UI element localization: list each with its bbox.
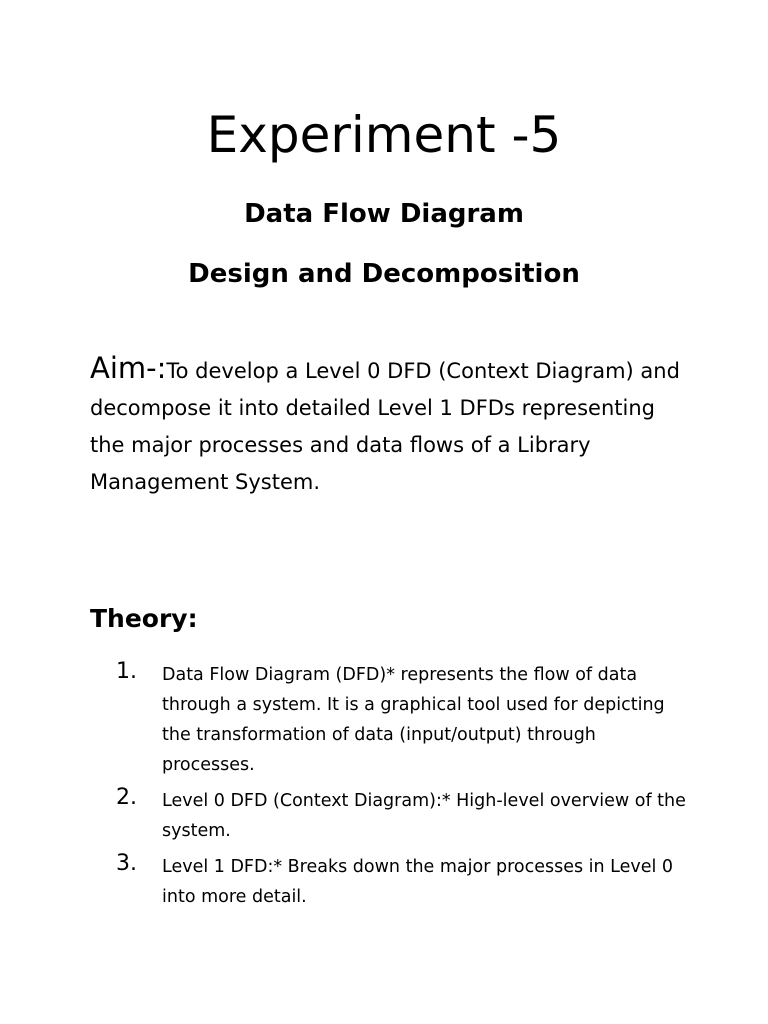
theory-item-number: 3. [116,851,137,876]
page-title: Experiment -5 [206,106,562,164]
theory-item-text: Level 0 DFD (Context Diagram):* High-level overview of the system. [162,791,686,841]
aim-text: To develop a Level 0 DFD (Context Diagram) and decompose it into detailed Level 1 DFDs representing the major processes and data flows of a Library Management System. [90,359,680,494]
theory-list [90,660,690,918]
theory-item-3 [90,852,690,912]
theory-item-number: 1. [116,659,137,684]
theory-heading: Theory: [90,604,198,633]
aim-paragraph [90,350,690,501]
theory-item-text: Data Flow Diagram (DFD)* represents the flow of data through a system. It is a graphical tool used for depicting the transformation of data (input/output) through processes. [162,665,665,775]
theory-item-number: 2. [116,785,137,810]
subtitle-line-2: Design and Decomposition [188,259,580,289]
aim-label: Aim-: [90,351,167,385]
theory-item-2 [90,786,690,846]
theory-item-text: Level 1 DFD:* Breaks down the major processes in Level 0 into more detail. [162,857,674,907]
subtitle-line-1: Data Flow Diagram [244,199,524,229]
theory-item-1 [90,660,690,780]
